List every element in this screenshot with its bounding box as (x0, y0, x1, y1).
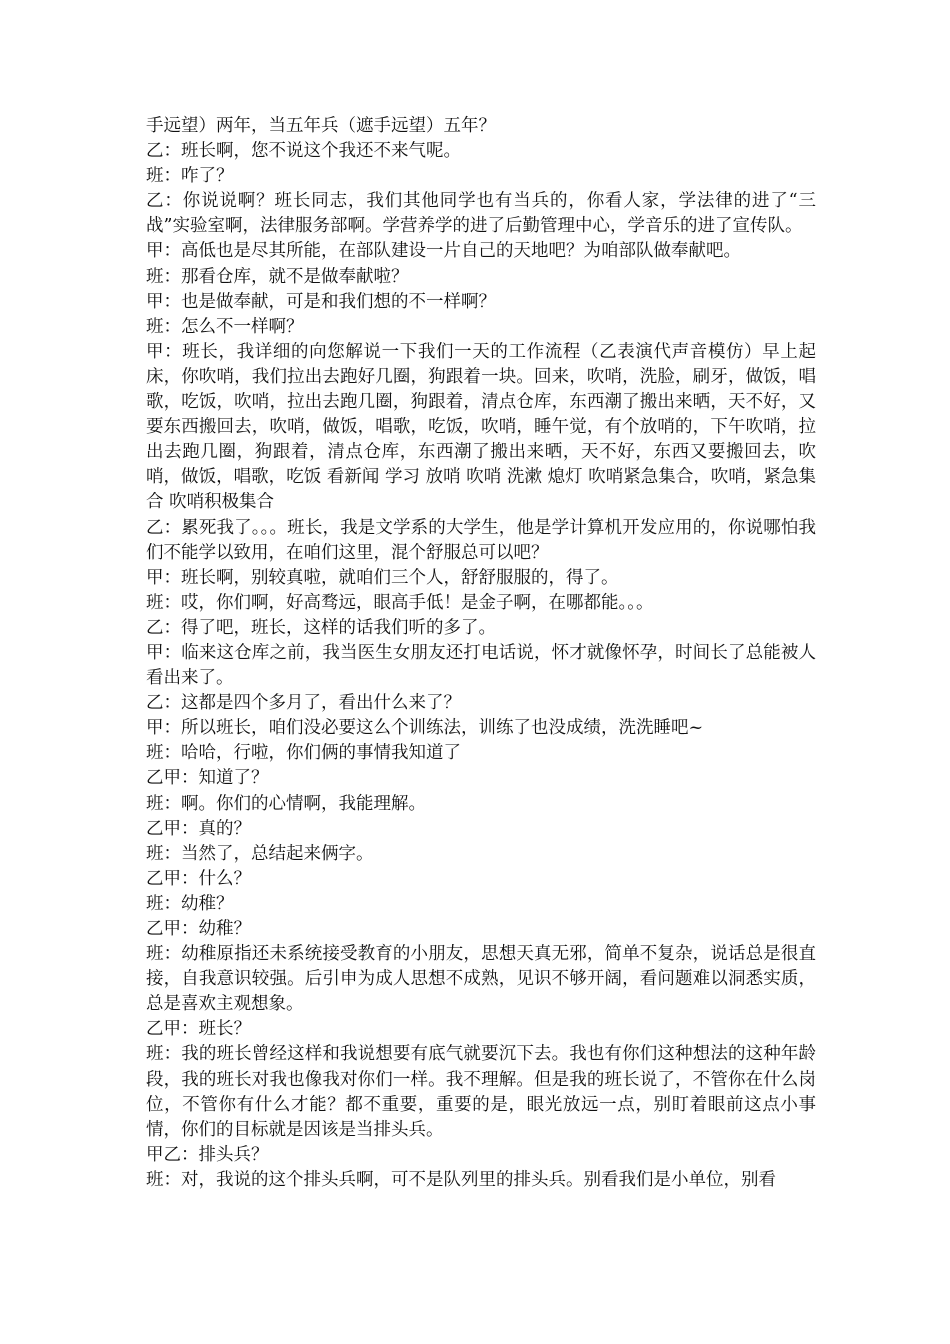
paragraph: 乙：你说说啊？班长同志，我们其他同学也有当兵的，你看人家，学法律的进了“三战”实验室啊，法律服务部啊。学营养学的进了后勤管理中心，学音乐的进了宣传队。 (146, 191, 816, 237)
paragraph: 班：对，我说的这个排头兵啊，可不是队列里的排头兵。别看我们是小单位，别看 (146, 1169, 776, 1190)
paragraph: 手远望）两年，当五年兵（遮手远望）五年？ (146, 116, 496, 136)
dialogue-text (146, 114, 816, 1193)
paragraph: 乙：这都是四个多月了，看出什么来了？ (146, 693, 461, 714)
paragraph: 乙：得了吧，班长，这样的话我们听的多了。 (146, 617, 496, 638)
paragraph: 乙甲：知道了？ (146, 768, 269, 789)
paragraph: 班：啊。你们的心情啊，我能理解。 (146, 793, 426, 814)
paragraph: 甲：班长，我详细的向您解说一下我们一天的工作流程（乙表演代声音模仿）早上起床，你吹哨，我们拉出去跑好几圈，狗跟着一块。回来，吹哨，洗脸，刷牙，做饭，唱歌，吃饭，吹哨，拉出去跑几圈，狗跟着，清点仓库，东西潮了搬出来晒，天不好，又要东西搬回去，吹哨，做饭，唱歌，吃饭，吹哨，睡午觉，有个放哨的，下午吹哨，拉出去跑几圈，狗跟着，清点仓库，东西潮了搬出来晒，天不好，东西又要搬回去，吹哨，做饭，唱歌，吃饭 看新闻 学习 放哨 吹哨 洗漱 熄灯 吹哨紧急集合，吹哨，紧急集合 吹哨积极集合 (146, 341, 816, 513)
paragraph: 乙甲：班长？ (146, 1019, 251, 1040)
paragraph: 甲：高低也是尽其所能，在部队建设一片自己的天地吧？为咱部队做奉献吧。 (146, 241, 741, 262)
paragraph: 班：我的班长曾经这样和我说想要有底气就要沉下去。我也有你们这种想法的这种年龄段，我的班长对我也像我对你们一样。我不理解。但是我的班长说了，不管你在什么岗位，不管你有什么才能？都不重要，重要的是，眼光放远一点，别盯着眼前这点小事情，你们的目标就是因该是当排头兵。 (146, 1044, 816, 1140)
paragraph: 乙甲：幼稚？ (146, 919, 251, 939)
paragraph: 甲乙：排头兵？ (146, 1144, 269, 1165)
paragraph: 班：哎，你们啊，好高骛远，眼高手低！是金子啊，在哪都能。。。 (146, 592, 654, 613)
paragraph: 乙甲：什么？ (146, 868, 251, 889)
paragraph: 班：幼稚原指还未系统接受教育的小朋友，思想天真无邪，简单不复杂，说话总是很直接，自我意识较强。后引申为成人思想不成熟，见识不够开阔，看问题难以洞悉实质，总是喜欢主观想象。 (146, 944, 816, 1015)
paragraph: 甲：临来这仓库之前，我当医生女朋友还打电话说，怀才就像怀孕，时间长了总能被人看出来了。 (146, 642, 816, 689)
paragraph: 甲：所以班长，咱们没必要这么个训练法，训练了也没成绩，洗洗睡吧~ (146, 718, 704, 739)
paragraph: 甲：也是做奉献，可是和我们想的不一样啊？ (146, 291, 496, 312)
paragraph: 班：当然了，总结起来俩字。 (146, 843, 374, 864)
paragraph: 乙甲：真的？ (146, 818, 251, 839)
paragraph: 班：咋了？ (146, 166, 234, 187)
paragraph: 乙：班长啊，您不说这个我还不来气呢。 (146, 141, 461, 162)
paragraph: 班：哈哈，行啦，你们俩的事情我知道了 (146, 743, 461, 764)
paragraph: 班：怎么不一样啊？ (146, 316, 304, 337)
paragraph: 班：那看仓库，就不是做奉献啦？ (146, 266, 409, 287)
paragraph: 甲：班长啊，别较真啦，就咱们三个人，舒舒服服的，得了。 (146, 567, 619, 588)
paragraph: 乙：累死我了。。。班长，我是文学系的大学生，他是学计算机开发应用的，你说哪怕我们不能学以致用，在咱们这里，混个舒服总可以吧？ (146, 517, 816, 563)
paragraph: 班：幼稚？ (146, 893, 234, 914)
